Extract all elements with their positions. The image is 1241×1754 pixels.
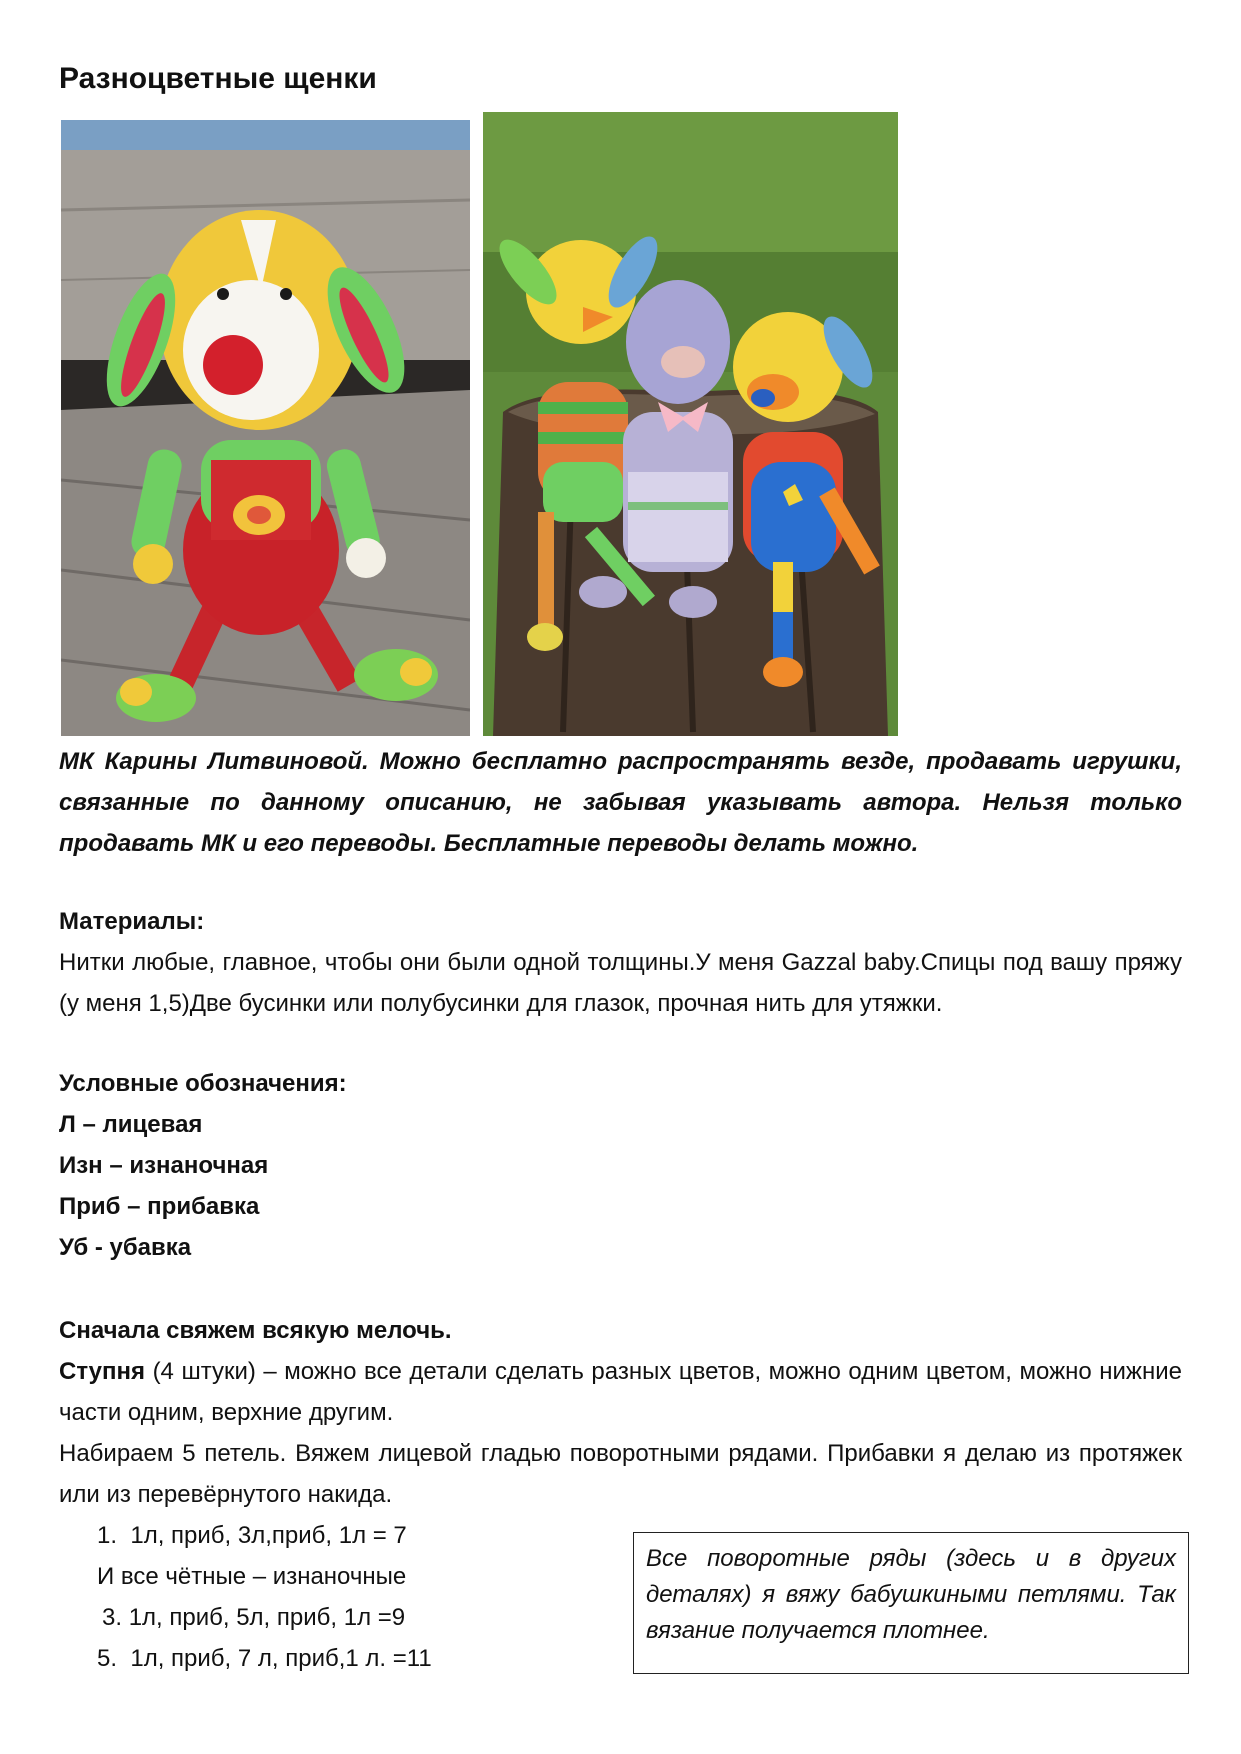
legend-item: Л – лицевая	[59, 1111, 203, 1138]
materials-text: Нитки любые, главное, чтобы они были одной толщины.У меня Gazzal baby.Спицы под вашу пряжу (у меня 1,5)Две бусинки или полубусинки для глазок, прочная нить для утяжки.	[59, 949, 1182, 1017]
legend-item: Приб – прибавка	[59, 1193, 260, 1220]
three-knitted-toys-on-stump-photo-icon	[483, 112, 898, 736]
legend-item: Уб - убавка	[59, 1234, 192, 1261]
step-number: 3.	[102, 1604, 123, 1631]
step-text: 1л, приб, 5л, приб, 1л =9	[128, 1604, 406, 1631]
foot-step	[97, 1556, 406, 1597]
knitted-puppy-photo-icon	[61, 120, 470, 736]
legend-heading: Условные обозначения:	[59, 1070, 347, 1097]
foot-cast-on: Набираем 5 петель. Вяжем лицевой гладью поворотными рядами. Прибавки я делаю из протяжек или из перевёрнутого накида.	[59, 1440, 1182, 1508]
note-box	[633, 1532, 1189, 1674]
step-text: 1л, приб, 7 л, приб,1 л. =11	[130, 1645, 432, 1672]
foot-step	[97, 1638, 432, 1679]
foot-step	[97, 1515, 407, 1556]
author-notice: МК Карины Литвиновой. Можно бесплатно распространять везде, продавать игрушки, связанные по данному описанию, не забывая указывать автора. Нельзя только продавать МК и его переводы. Бесплатные переводы делать можно.	[59, 748, 1182, 857]
legend-item: Изн – изнаночная	[59, 1152, 269, 1179]
foot-description	[59, 1351, 1182, 1433]
page-title: Разноцветные щенки	[59, 62, 377, 95]
step-text: И все чётные – изнаночные	[97, 1563, 407, 1590]
foot-step	[102, 1597, 405, 1638]
step-number: 1.	[97, 1522, 118, 1549]
materials-heading: Материалы:	[59, 908, 205, 935]
note-text: Все поворотные ряды (здесь и в других деталях) я вяжу бабушкиными петлями. Так вязание получается плотнее.	[646, 1545, 1176, 1644]
section-intro: Сначала свяжем всякую мелочь.	[59, 1317, 452, 1344]
foot-name: Ступня	[59, 1358, 146, 1385]
foot-desc: (4 штуки) – можно все детали сделать разных цветов, можно одним цветом, можно нижние части одним, верхние другим.	[59, 1358, 1182, 1426]
step-text: 1л, приб, 3л,приб, 1л = 7	[130, 1522, 407, 1549]
step-number: 5.	[97, 1645, 118, 1672]
